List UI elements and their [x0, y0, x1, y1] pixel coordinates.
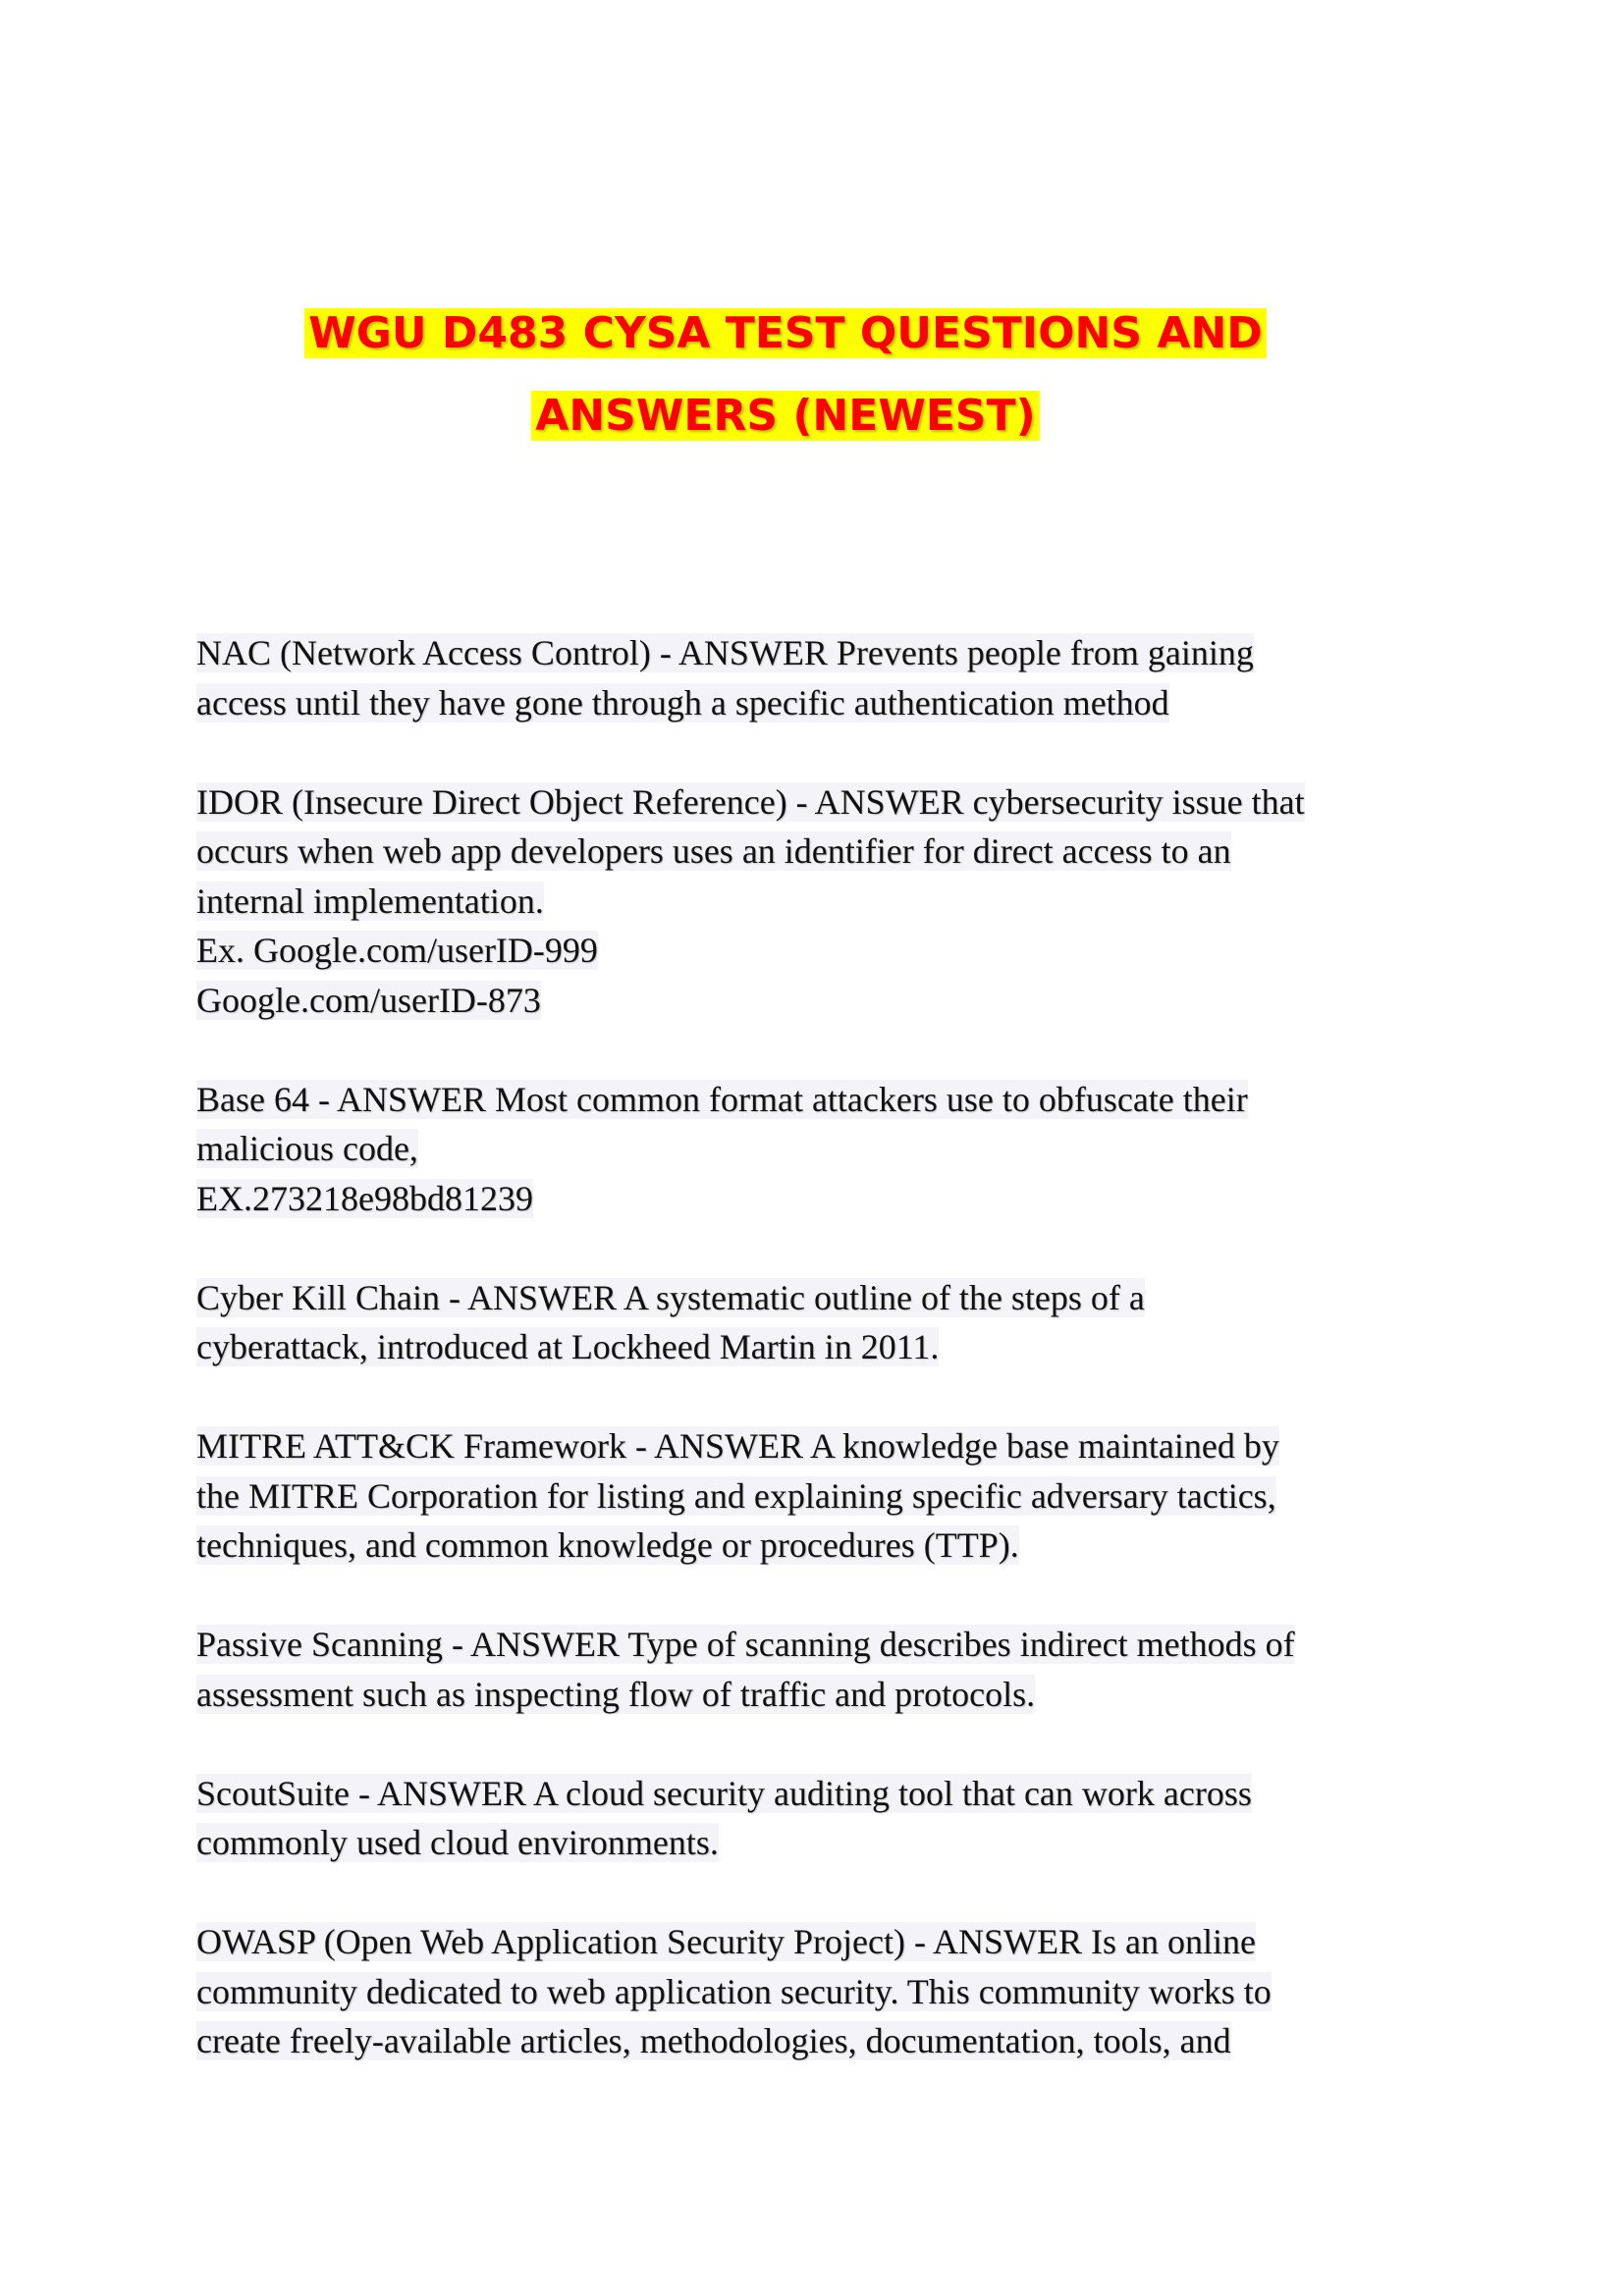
title-line-2: ANSWERS (NEWEST) — [0, 375, 1571, 457]
text-line: assessment such as inspecting flow of traffic and protocols. — [196, 1674, 1036, 1714]
text-line: Ex. Google.com/userID-999 — [196, 931, 598, 970]
text-line: internal implementation. — [196, 881, 544, 921]
text-line: Passive Scanning - ANSWER Type of scanning describes indirect methods of — [196, 1625, 1295, 1664]
qa-entry-mitre-attack — [196, 1421, 1434, 1571]
text-line: techniques, and common knowledge or procedures (TTP). — [196, 1525, 1019, 1565]
text-line: occurs when web app developers uses an identifier for direct access to an — [196, 831, 1231, 871]
qa-entry-idor — [196, 777, 1434, 1026]
qa-entry-owasp — [196, 1917, 1434, 2066]
text-line: Base 64 - ANSWER Most common format attackers use to obfuscate their — [196, 1079, 1248, 1119]
qa-entry-passive-scanning — [196, 1620, 1434, 1719]
text-line: commonly used cloud environments. — [196, 1823, 719, 1862]
text-line: access until they have gone through a specific authentication method — [196, 682, 1169, 722]
qa-list — [196, 628, 1434, 2115]
text-line: EX.273218e98bd81239 — [196, 1178, 533, 1218]
qa-entry-cyber-kill-chain — [196, 1273, 1434, 1372]
text-line: IDOR (Insecure Direct Object Reference) - ANSWER cybersecurity issue that — [196, 781, 1305, 822]
qa-entry-nac — [196, 628, 1434, 727]
qa-entry-scoutsuite — [196, 1769, 1434, 1868]
text-line: create freely-available articles, methodologies, documentation, tools, and — [196, 2021, 1231, 2060]
document-title — [0, 293, 1571, 457]
title-line-1: WGU D483 CYSA TEST QUESTIONS AND — [0, 293, 1571, 375]
text-line: ScoutSuite - ANSWER A cloud security auditing tool that can work across — [196, 1773, 1252, 1813]
text-line: cyberattack, introduced at Lockheed Martin in 2011. — [196, 1327, 940, 1366]
text-line: Cyber Kill Chain - ANSWER A systematic outline of the steps of a — [196, 1277, 1145, 1317]
text-line: the MITRE Corporation for listing and explaining specific adversary tactics, — [196, 1475, 1276, 1516]
qa-entry-base64 — [196, 1075, 1434, 1224]
text-line: community dedicated to web application security. This community works to — [196, 1971, 1272, 2011]
text-line: NAC (Network Access Control) - ANSWER Prevents people from gaining — [196, 633, 1254, 672]
text-line: Google.com/userID-873 — [196, 980, 541, 1020]
text-line: MITRE ATT&CK Framework - ANSWER A knowledge base maintained by — [196, 1426, 1279, 1466]
text-line: malicious code, — [196, 1129, 418, 1168]
text-line: OWASP (Open Web Application Security Project) - ANSWER Is an online — [196, 1922, 1256, 1961]
